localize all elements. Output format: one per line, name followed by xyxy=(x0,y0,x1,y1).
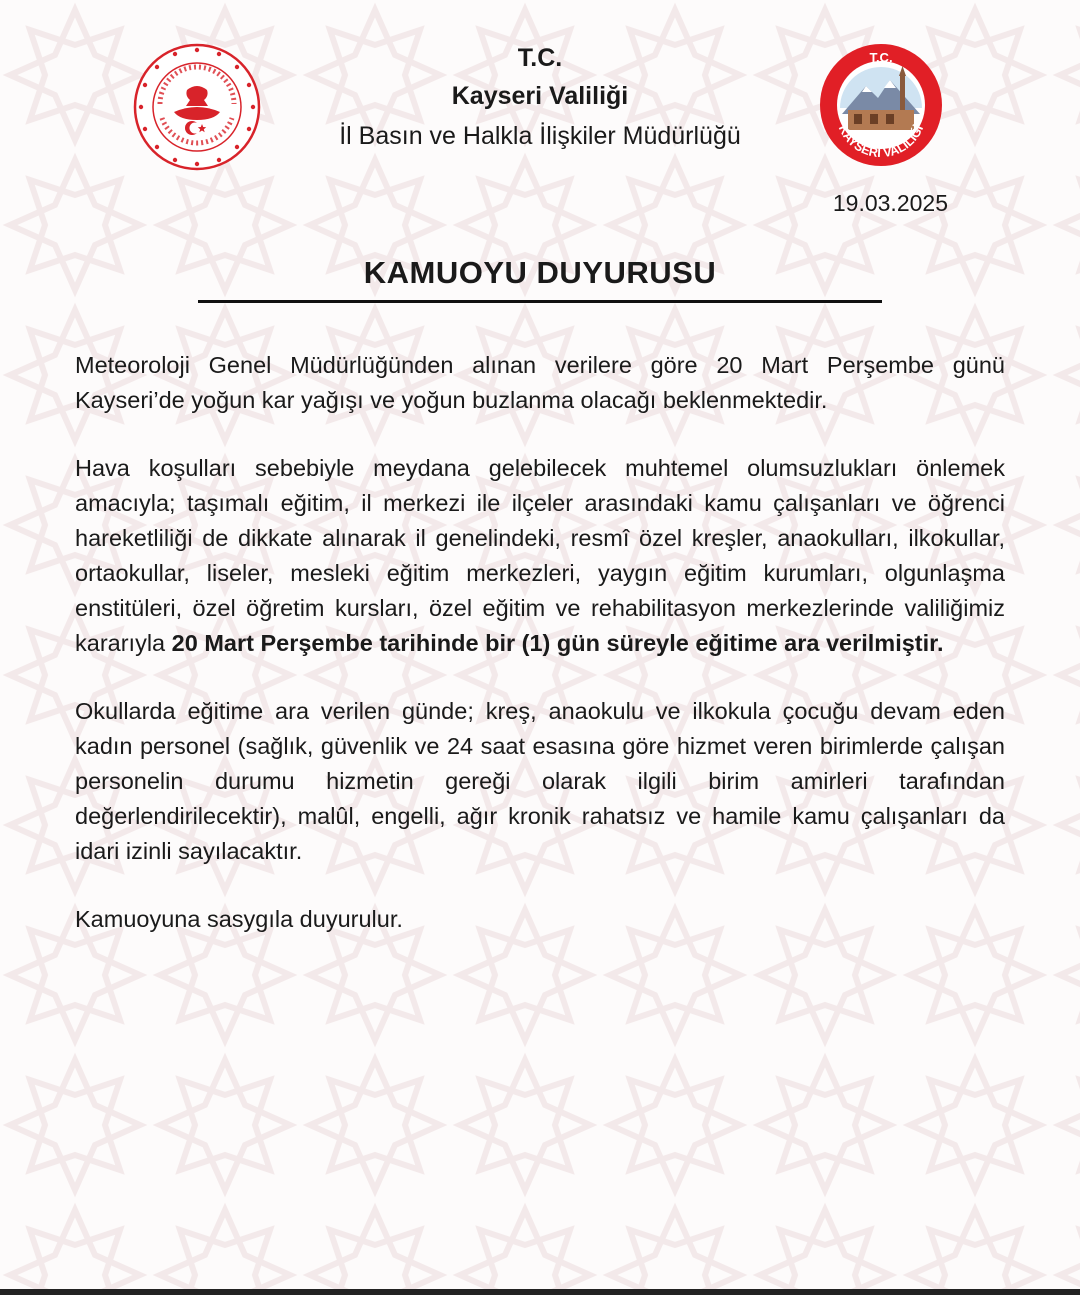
announcement-body xyxy=(75,348,1005,970)
paragraph-3: Okullarda eğitime ara verilen günde; kreş, anaokulu ve ilkokula çocuğu devam eden kadın personel (sağlık, güvenlik ve 24 saat esasına göre hizmet veren birimlerde çalışan personelin durumu hizmetin gereği olarak ilgili birim amirleri tarafından değerlendirilecektir), malûl, engelli, ağır kronik rahatsız ve hamile kamu çalışanları da idari izinli sayılacaktır. xyxy=(75,698,1005,864)
header-tc: T.C. xyxy=(517,44,563,72)
kayseri-governorship-logo xyxy=(818,42,944,168)
document-date: 19.03.2025 xyxy=(832,190,948,216)
paragraph-2-text: Hava koşulları sebebiyle meydana gelebilecek muhtemel olumsuzlukları önlemek amacıyla; taşımalı eğitim, il merkezi ile ilçeler arasındaki kamu çalışanları ve öğrenci hareketliliği de dikkate alınarak il genelindeki, resmî özel kreşler, anaokulları, ilkokullar, ortaokullar, liseler, mesleki eğitim merkezleri, yaygın eğitim kurumları, olgunlaşma enstitüleri, özel öğretim kursları, özel eğitim ve rehabilitasyon merkezlerinde valiliğimiz kararıyla xyxy=(75,455,1005,656)
document-title: KAMUOYU DUYURUSU xyxy=(363,255,717,290)
paragraph-2-bold: 20 Mart Perşembe tarihinde bir (1) gün süreyle eğitime ara verilmiştir. xyxy=(171,630,944,656)
paragraph-1: Meteoroloji Genel Müdürlüğünden alınan verilere göre 20 Mart Perşembe günü Kayseri’de yoğun kar yağışı ve yoğun buzlanma olacağı beklenmektedir. xyxy=(75,352,1005,413)
header-department: İl Basın ve Halkla İlişkiler Müdürlüğü xyxy=(339,122,741,150)
paragraph-2 xyxy=(75,451,1005,661)
title-underline xyxy=(198,300,882,303)
ministry-seal-logo xyxy=(132,42,262,172)
header-governorship: Kayseri Valiliği xyxy=(451,82,629,110)
bottom-border xyxy=(0,1289,1080,1295)
right-logo-top-text: T.C. xyxy=(869,50,893,65)
right-logo-bottom-text: KAYSERİ VALİLİĞİ xyxy=(835,122,927,161)
closing-line: Kamuoyuna sasygıla duyurulur. xyxy=(75,906,403,932)
